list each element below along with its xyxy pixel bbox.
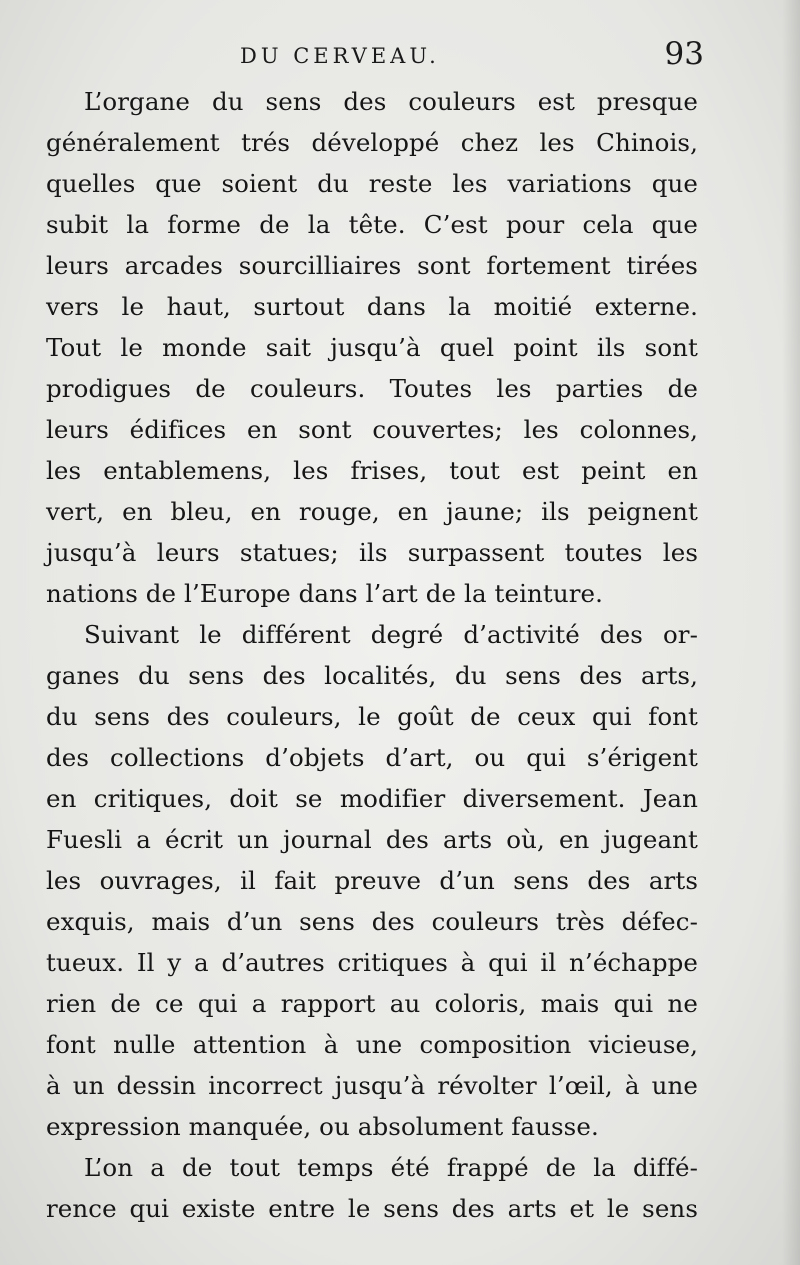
text-line: généralement trés développé chez les Chinois, [46,128,698,157]
body-text [46,81,698,1229]
text-line: exquis, mais d’un sens des couleurs très défec- [46,907,698,936]
text-line: à un dessin incorrect jusqu’à révolter l’œil, à une [46,1071,698,1100]
text-line: ganes du sens des localités, du sens des arts, [46,661,698,690]
text-line: rence qui existe entre le sens des arts et le sens [46,1194,698,1223]
text-line: nations de l’Europe dans l’art de la teinture. [46,579,604,608]
text-line: Suivant le différent degré d’activité des or- [84,620,698,649]
text-line: vers le haut, surtout dans la moitié externe. [46,292,698,321]
text-line: L’on a de tout temps été frappé de la diffé- [84,1153,698,1182]
text-line: subit la forme de la tête. C’est pour cela que [46,210,698,239]
text-line: vert, en bleu, en rouge, en jaune; ils peignent [46,497,698,526]
text-line: les entablemens, les frises, tout est peint en [46,456,698,485]
text-line: tueux. Il y a d’autres critiques à qui il n’échappe [46,948,698,977]
text-line: font nulle attention à une composition vicieuse, [46,1030,698,1059]
text-line: des collections d’objets d’art, ou qui s’érigent [46,743,698,772]
running-head [0,34,800,84]
text-line: L’organe du sens des couleurs est presque [84,87,698,116]
running-title: DU CERVEAU. [240,44,440,68]
text-line: expression manquée, ou absolument fausse. [46,1112,599,1141]
text-line: rien de ce qui a rapport au coloris, mais qui ne [46,989,698,1018]
text-line: Tout le monde sait jusqu’à quel point ils sont [46,333,698,362]
text-line: en critiques, doit se modifier diversement. Jean [46,784,698,813]
text-line: prodigues de couleurs. Toutes les parties de [46,374,698,403]
page-edge-shadow [782,0,800,1265]
text-line: Fuesli a écrit un journal des arts où, en jugeant [46,825,698,854]
text-line: les ouvrages, il fait preuve d’un sens des arts [46,866,698,895]
text-line: quelles que soient du reste les variations que [46,169,698,198]
text-line: leurs arcades sourcilliaires sont fortement tirées [46,251,698,280]
text-line: jusqu’à leurs statues; ils surpassent toutes les [46,538,698,567]
page-number: 93 [664,36,704,72]
text-line: leurs édifices en sont couvertes; les colonnes, [46,415,698,444]
text-line: du sens des couleurs, le goût de ceux qui font [46,702,698,731]
